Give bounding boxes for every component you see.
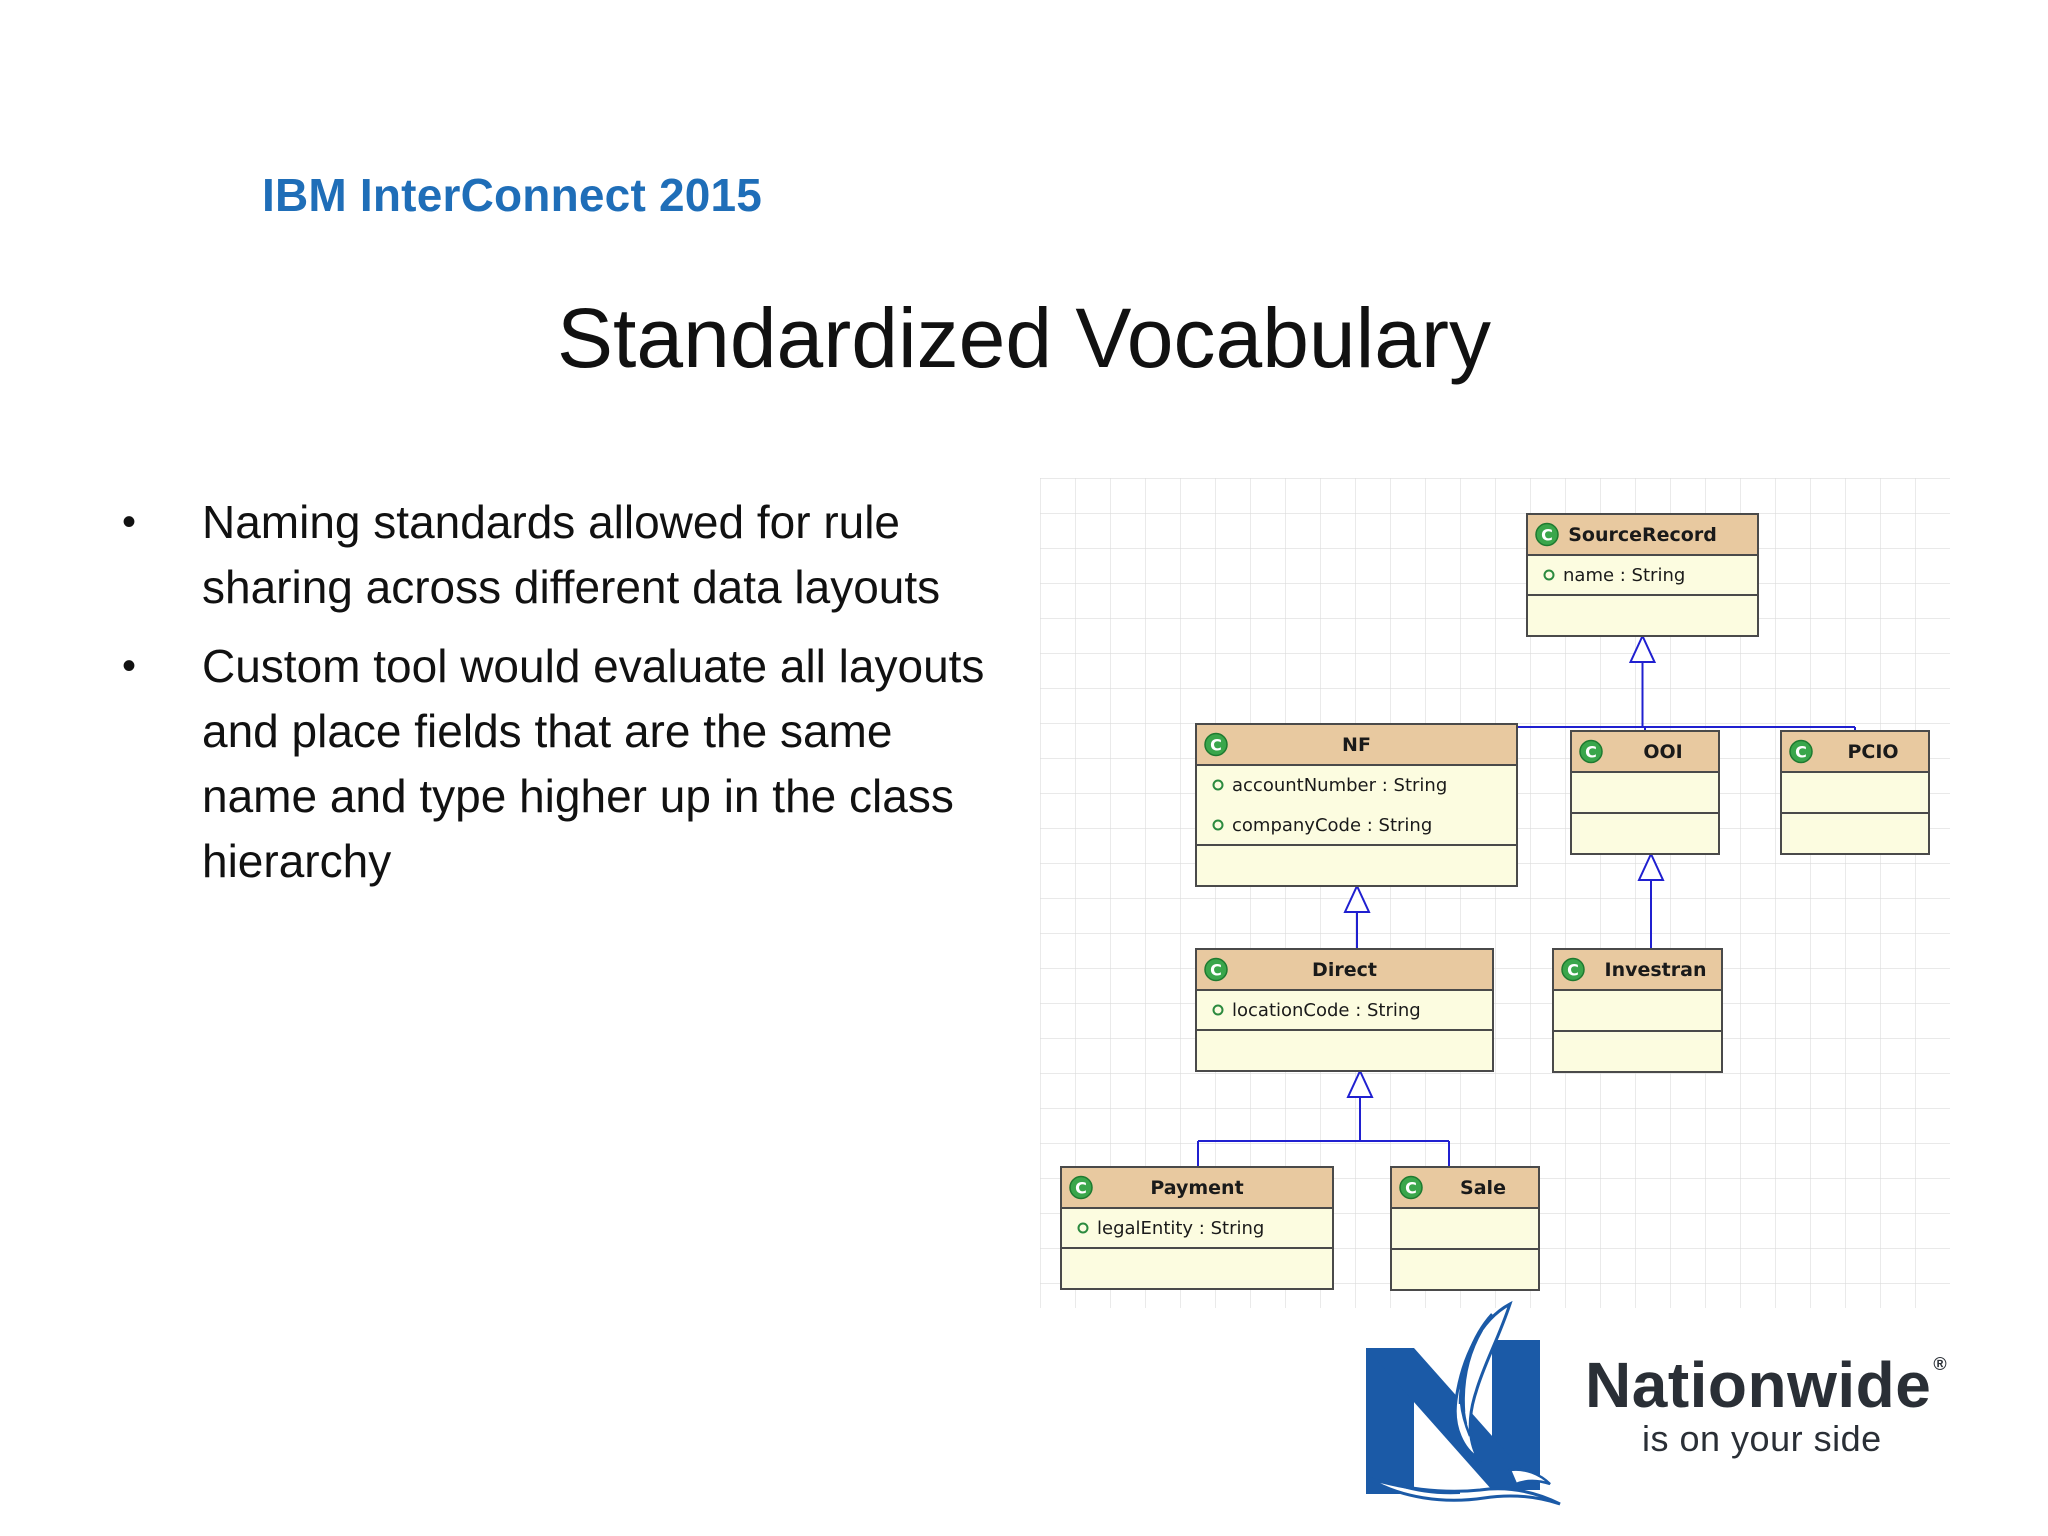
class-payment <box>1061 1167 1333 1289</box>
class-sourcerecord <box>1527 514 1758 636</box>
bullet-item <box>120 634 1000 894</box>
class-icon-letter: C <box>1210 960 1222 980</box>
conference-brand: IBM InterConnect 2015 <box>262 169 763 221</box>
class-investran <box>1553 949 1722 1072</box>
class-name: NF <box>1342 734 1371 756</box>
class-attribute: accountNumber : String <box>1232 775 1448 796</box>
class-c-icon <box>1205 734 1227 756</box>
class-name: Investran <box>1604 959 1707 981</box>
class-nf <box>1196 724 1517 886</box>
nationwide-tagline: is on your side <box>1642 1418 1882 1459</box>
class-name: SourceRecord <box>1568 524 1717 546</box>
class-icon-letter: C <box>1405 1178 1417 1198</box>
bullet-item <box>120 490 1000 620</box>
class-c-icon <box>1205 959 1227 981</box>
class-hierarchy-diagram <box>1040 478 1950 1308</box>
class-icon-letter: C <box>1210 735 1222 755</box>
class-c-icon <box>1580 741 1602 763</box>
bullet-marker: • <box>122 644 137 688</box>
class-attribute: companyCode : String <box>1232 815 1433 836</box>
nationwide-wordmark: Nationwide ® <box>1585 1349 1948 1421</box>
class-name: PCIO <box>1847 741 1899 763</box>
class-icon-letter: C <box>1075 1178 1087 1198</box>
class-icon-letter: C <box>1795 742 1807 762</box>
class-direct <box>1196 949 1493 1071</box>
registered-mark: ® <box>1933 1354 1948 1374</box>
class-icon-letter: C <box>1585 742 1597 762</box>
class-icon-letter: C <box>1541 525 1553 545</box>
class-ooi <box>1571 731 1719 854</box>
class-attribute: locationCode : String <box>1232 1000 1421 1021</box>
class-name: Direct <box>1312 959 1377 981</box>
class-c-icon <box>1790 741 1812 763</box>
class-c-icon <box>1400 1177 1422 1199</box>
class-attribute: legalEntity : String <box>1097 1218 1265 1239</box>
class-name: Sale <box>1460 1177 1506 1199</box>
class-pcio <box>1781 731 1929 854</box>
bullet-text: Custom tool would evaluate all layouts and place fields that are the same name and type higher up in the class hierarchy <box>202 640 985 887</box>
nationwide-logo <box>1360 1300 2000 1510</box>
bullet-marker: • <box>122 500 137 544</box>
class-c-icon <box>1536 524 1558 546</box>
slide-title: Standardized Vocabulary <box>557 291 1491 385</box>
bullet-list <box>120 490 1000 908</box>
eagle-n-logo-icon <box>1360 1300 1580 1510</box>
class-c-icon <box>1070 1177 1092 1199</box>
class-name: Payment <box>1150 1177 1244 1199</box>
bullet-text: Naming standards allowed for rule sharing across different data layouts <box>202 496 941 613</box>
class-attribute: name : String <box>1563 565 1686 586</box>
class-name: OOI <box>1643 741 1683 763</box>
class-c-icon <box>1562 959 1584 981</box>
class-icon-letter: C <box>1567 960 1579 980</box>
class-sale <box>1391 1167 1539 1290</box>
